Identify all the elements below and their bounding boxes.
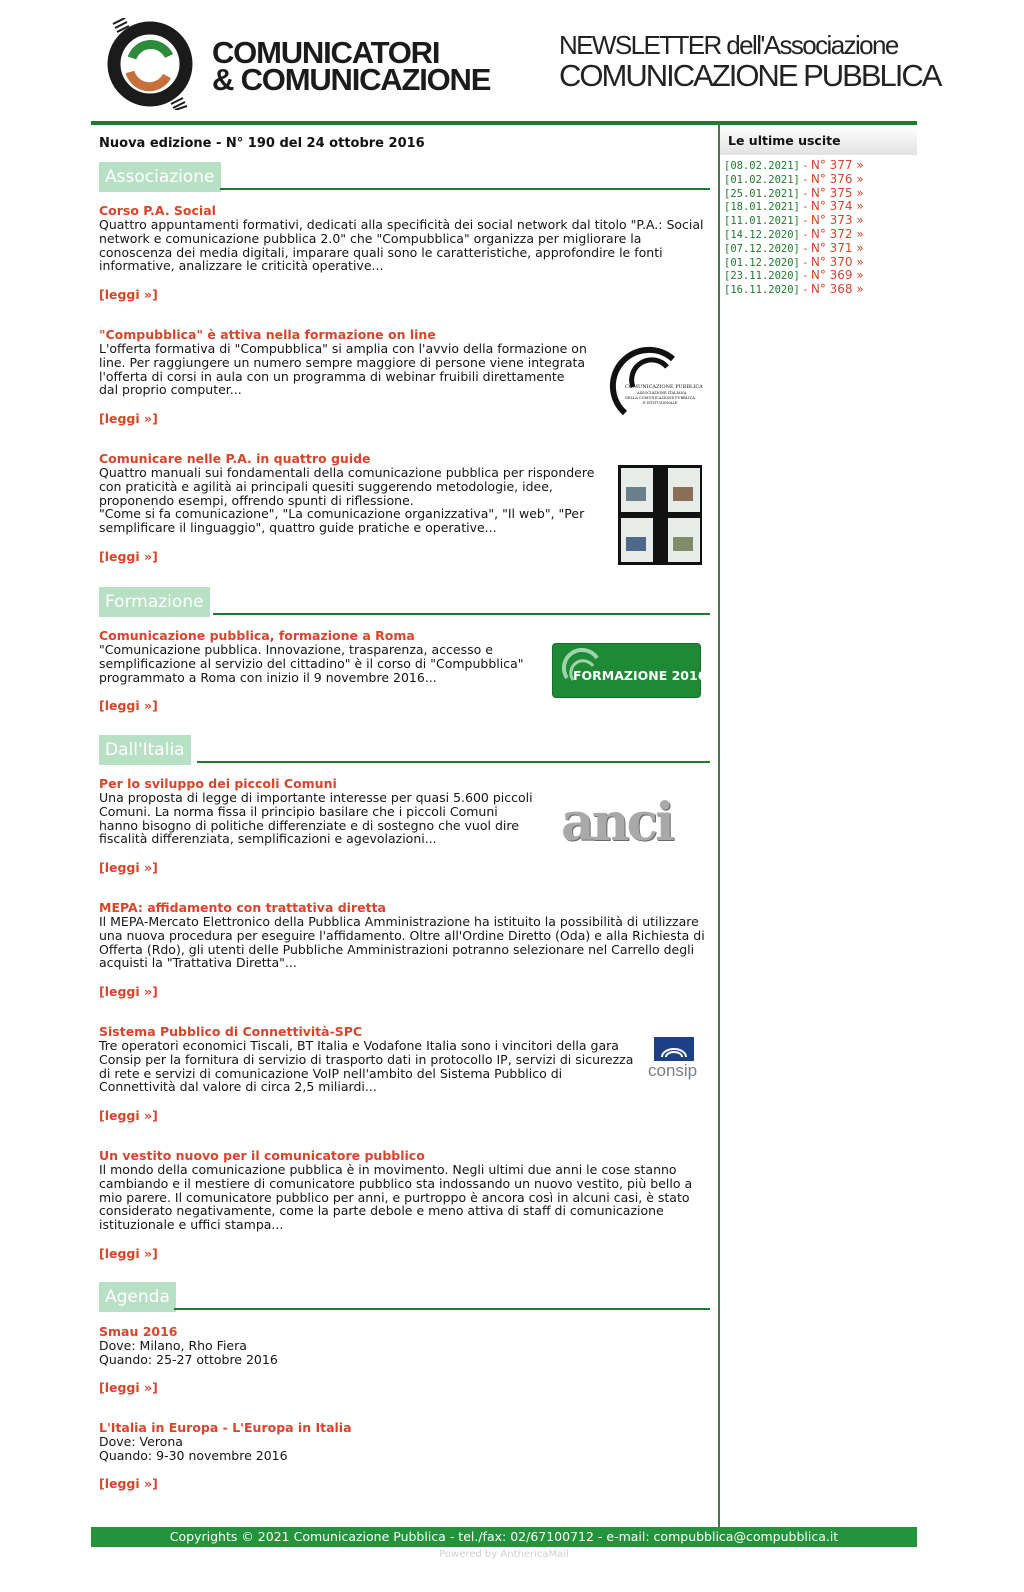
column-divider: [718, 125, 720, 1527]
article-piccoli-comuni: [99, 777, 539, 846]
compubblica-logo-icon: [107, 18, 193, 110]
logo-subcaption-2: DELLA COMUNICAZIONE PUBBLICA: [625, 396, 695, 400]
article-title-link[interactable]: Per lo sviluppo dei piccoli Comuni: [99, 776, 337, 791]
section-title: Dall'Italia: [99, 735, 191, 765]
agenda-event-smau: [99, 1325, 599, 1367]
article-summary: Tre operatori economici Tiscali, BT Italia e Vodafone Italia sono i vincitori della gara Consip per la fornitura di servizio di trasporto dati in protocollo IP, servizi di sicurezza di rete e servizi di comunicazione VoIP nell'ambito del Sistema Pubblico di Connettività dal valore di circa 2,5 miliardi...: [99, 1038, 634, 1095]
issue-date: [01.02.2021]: [724, 173, 800, 186]
issue-link[interactable]: N° 368 »: [810, 282, 864, 297]
anci-logo-image[interactable]: anci: [561, 792, 672, 853]
edition-title: Nuova edizione - N° 190 del 24 ottobre 2016: [99, 136, 425, 151]
powered-by: Powered by AnthericaMail: [439, 1549, 569, 1560]
issue-date: [07.12.2020]: [724, 242, 800, 255]
issue-link[interactable]: N° 371 »: [810, 240, 864, 255]
read-more-link[interactable]: [leggi »]: [99, 1380, 158, 1395]
event-location: Dove: Milano, Rho Fiera: [99, 1338, 247, 1353]
issue-item[interactable]: [18.01.2021] - N° 374 »: [724, 199, 864, 214]
article-title-link[interactable]: "Compubblica" è attiva nella formazione on line: [99, 327, 436, 342]
brand-title-line1: COMUNICATORI: [212, 35, 440, 70]
issue-item[interactable]: [25.01.2021] - N° 375 »: [724, 185, 864, 200]
article-spc: [99, 1025, 639, 1094]
section-rule: [220, 188, 710, 190]
article-title-link[interactable]: Comunicare nelle P.A. in quattro guide: [99, 451, 371, 466]
issue-item[interactable]: [23.11.2020] - N° 369 »: [724, 268, 864, 283]
issue-item[interactable]: [08.02.2021] - N° 377 »: [724, 158, 864, 172]
section-dall-italia: [99, 735, 710, 765]
logo-caption: COMUNICAZIONE PUBBLICA: [625, 384, 703, 390]
compubblica-association-logo-image[interactable]: [603, 343, 703, 417]
issue-link[interactable]: N° 369 »: [810, 268, 864, 283]
article-title-link[interactable]: Un vestito nuovo per il comunicatore pubblico: [99, 1148, 425, 1163]
event-title-link[interactable]: L'Italia in Europa - L'Europa in Italia: [99, 1420, 352, 1435]
consip-mark-icon: [654, 1037, 694, 1061]
article-summary: "Comunicazione pubblica. Innovazione, trasparenza, accesso e semplificazione al servizio del cittadino" è il corso di "Compubblica" programmato a Roma con inizio il 9 novembre 2016...: [99, 642, 524, 685]
article-quattro-guide: [99, 452, 595, 535]
guide-books-image[interactable]: [618, 465, 702, 565]
article-title-link[interactable]: Corso P.A. Social: [99, 203, 216, 218]
event-dates: Quando: 25-27 ottobre 2016: [99, 1351, 278, 1367]
section-title: Formazione: [99, 587, 210, 617]
event-title-link[interactable]: Smau 2016: [99, 1324, 178, 1339]
sidebar-title: Le ultime uscite: [720, 125, 917, 155]
article-summary: Quattro appuntamenti formativi, dedicati alla specificità dei social network dal titolo "P.A.: Social network e comunicazione pubblica 2.0" che "Compubblica" organizza per migliorare la conoscenza dei media digitali, imparare quali sono le caratteristiche, approfondire le fonti informative, analizzare le criticità operative...: [99, 217, 704, 274]
section-title: Associazione: [99, 162, 221, 192]
article-title-link[interactable]: Sistema Pubblico di Connettività-SPC: [99, 1024, 363, 1039]
issue-link[interactable]: N° 372 »: [810, 226, 864, 241]
section-rule: [197, 761, 710, 763]
footer-copyright: Copyrights © 2021 Comunicazione Pubblica - tel./fax: 02/67100712 - e-mail: compubblica@compubblica.it: [91, 1527, 917, 1547]
issue-date: [18.01.2021]: [724, 201, 800, 214]
newsletter-title-line2: COMUNICAZIONE PUBBLICA: [559, 58, 941, 93]
section-rule: [213, 613, 710, 615]
read-more-link[interactable]: [leggi »]: [99, 1108, 158, 1123]
read-more-link[interactable]: [leggi »]: [99, 287, 158, 302]
article-title-link[interactable]: MEPA: affidamento con trattativa diretta: [99, 900, 386, 915]
article-mepa: [99, 901, 711, 970]
issue-link[interactable]: N° 374 »: [810, 199, 864, 214]
event-dates: Quando: 9-30 novembre 2016: [99, 1447, 288, 1463]
read-more-link[interactable]: [leggi »]: [99, 1476, 158, 1491]
article-corso-pa-social: [99, 204, 711, 273]
issue-item[interactable]: [16.11.2020] - N° 368 »: [724, 282, 864, 297]
article-vestito-nuovo: [99, 1149, 711, 1232]
issue-link[interactable]: N° 376 »: [810, 171, 864, 186]
read-more-link[interactable]: [leggi »]: [99, 984, 158, 999]
issue-date: [08.02.2021]: [724, 160, 800, 172]
article-summary: Il MEPA-Mercato Elettronico della Pubblica Amministrazione ha istituito la possibilità di utilizzare una nuova procedura per eseguire l'affidamento. Oltre all'Ordine Diretto (Oda) e alla Richiesta di Offerta (Rdo), gli utenti delle Pubbliche Amministrazioni potranno selezionare nel Carrello degli acquisti la "Trattativa Diretta"...: [99, 914, 705, 971]
issue-link[interactable]: N° 370 »: [810, 254, 864, 269]
brand-title-line2: & COMUNICAZIONE: [212, 62, 491, 97]
section-title: Agenda: [99, 1282, 176, 1312]
issue-link[interactable]: N° 373 »: [810, 213, 864, 228]
issue-item[interactable]: [14.12.2020] - N° 372 »: [724, 226, 864, 241]
issue-list: [724, 159, 864, 297]
logo-subcaption-3: E ISTITUZIONALE: [643, 401, 678, 405]
issue-date: [25.01.2021]: [724, 187, 800, 200]
article-summary-2: "Come si fa comunicazione", "La comunicazione organizzativa", "Il web", "Per semplificare il linguaggio", quattro guide pratiche e operative...: [99, 506, 585, 536]
formazione-2016-badge[interactable]: [552, 643, 707, 698]
issue-item[interactable]: [01.12.2020] - N° 370 »: [724, 254, 864, 269]
issue-item[interactable]: [07.12.2020] - N° 371 »: [724, 240, 864, 255]
badge-label: FORMAZIONE 2016: [573, 668, 707, 683]
article-summary: L'offerta formativa di "Compubblica" si amplia con l'avvio della formazione on line. Per raggiungere un numero sempre maggiore di persone viene integrata l'offerta di corsi in aula con un programma di webinar fruibili direttamente dal proprio computer...: [99, 341, 587, 398]
issue-date: [14.12.2020]: [724, 228, 800, 241]
section-rule: [174, 1308, 710, 1310]
read-more-link[interactable]: [leggi »]: [99, 549, 158, 564]
issue-date: [11.01.2021]: [724, 215, 800, 228]
issue-date: [23.11.2020]: [724, 270, 800, 283]
issue-item[interactable]: [11.01.2021] - N° 373 »: [724, 213, 864, 228]
issue-date: [16.11.2020]: [724, 284, 800, 297]
section-agenda: [99, 1282, 710, 1312]
section-associazione: [99, 162, 710, 192]
issue-link[interactable]: N° 377 »: [810, 158, 864, 172]
article-compubblica-online: [99, 328, 587, 397]
issue-date: [01.12.2020]: [724, 256, 800, 269]
read-more-link[interactable]: [leggi »]: [99, 1246, 158, 1261]
issue-link[interactable]: N° 375 »: [810, 185, 864, 200]
event-location: Dove: Verona: [99, 1434, 183, 1449]
read-more-link[interactable]: [leggi »]: [99, 860, 158, 875]
article-title-link[interactable]: Comunicazione pubblica, formazione a Roma: [99, 628, 415, 643]
consip-logo-image[interactable]: [648, 1037, 704, 1085]
consip-wordmark: consip: [648, 1061, 698, 1080]
article-summary: Il mondo della comunicazione pubblica è in movimento. Negli ultimi due anni le cose stanno cambiando e il mestiere di comunicatore pubblico sta indossando un nuovo vestito, più bello a mio parere. Il comunicatore pubblico per anni, e purtroppo è ancora così in alcuni casi, è stato considerato negativamente, come la parte debole e meno attiva di staff di comunicazione istituzionale e uffici stampa...: [99, 1162, 693, 1233]
issue-item[interactable]: [01.02.2021] - N° 376 »: [724, 171, 864, 186]
section-formazione: [99, 587, 710, 617]
read-more-link[interactable]: [leggi »]: [99, 698, 158, 713]
main-column: [91, 125, 719, 1527]
article-summary: Quattro manuali sui fondamentali della comunicazione pubblica per rispondere con praticità e agilità ai principali quesiti suggerendo metodologie, idee, proponendo esempi, offrendo spunti di riflessione.: [99, 465, 595, 508]
read-more-link[interactable]: [leggi »]: [99, 411, 158, 426]
article-summary: Una proposta di legge di importante interesse per quasi 5.600 piccoli Comuni. La norma fissa il principio basilare che i piccoli Comuni hanno bisogno di politiche differenziate e di sostegno che vuol dire fiscalità differenziata, semplificazioni e agevolazioni...: [99, 790, 533, 847]
newsletter-title-line1: NEWSLETTER dell'Associazione: [559, 30, 898, 60]
logo-subcaption-1: ASSOCIAZIONE ITALIANA: [637, 391, 687, 395]
newsletter-header: [91, 0, 941, 122]
agenda-event-italia-europa: [99, 1421, 599, 1463]
article-formazione-roma: [99, 629, 531, 684]
